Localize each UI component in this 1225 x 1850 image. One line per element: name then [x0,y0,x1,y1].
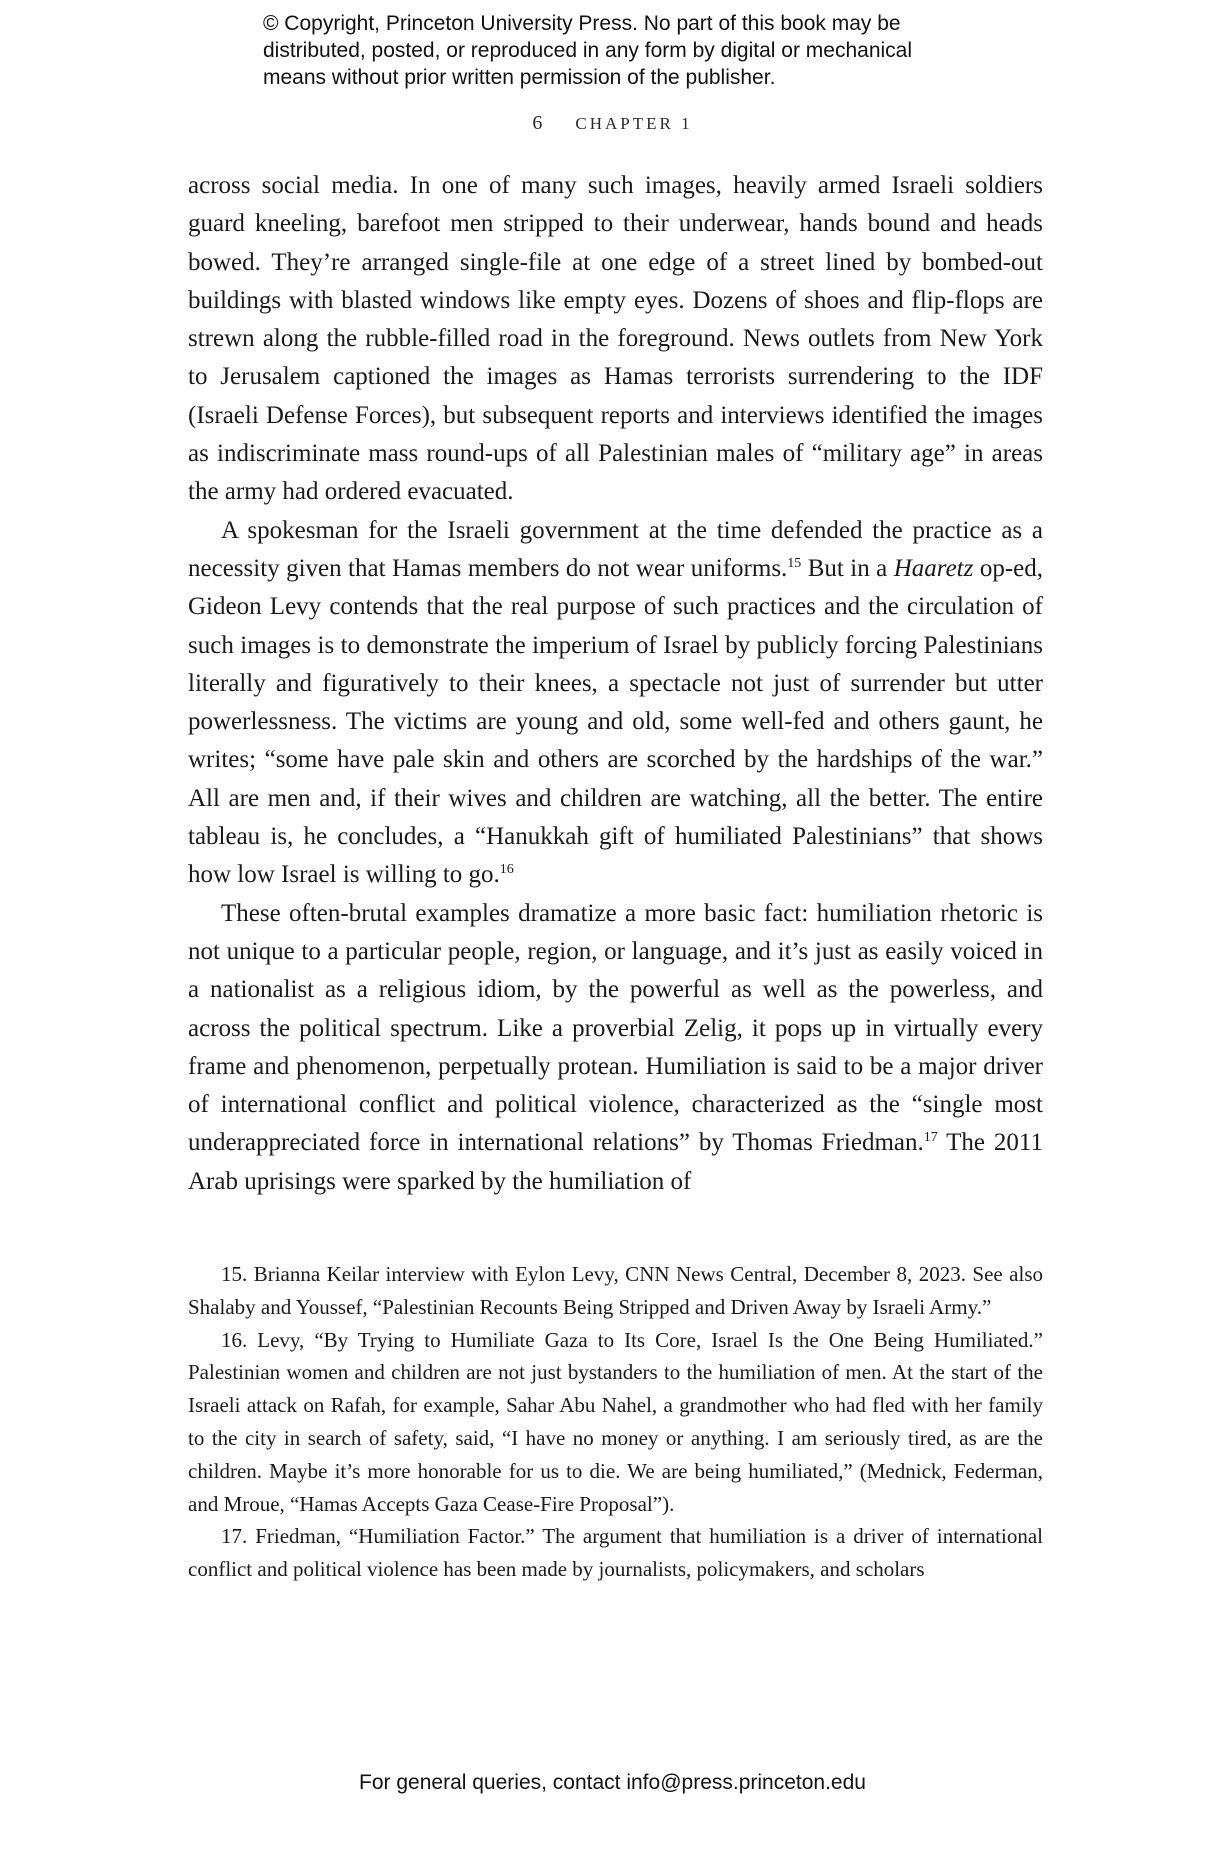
publication-title: Haaretz [893,554,974,582]
paragraph-2 [188,512,1043,895]
copyright-line: means without prior written permission of the publisher. [263,66,776,89]
copyright-notice [263,10,1023,91]
paragraph-2-text-a: A spokesman for the Israeli government at the time defended the practice as a necessity given that Hamas members do not wear uniforms. [188,516,1043,582]
paragraph-2-text-c: op-ed, Gideon Levy contends that the real purpose of such practices and the circulation of such images is to demonstrate the imperium of Israel by publicly forcing Palestinians literally and figuratively to their knees, a spectacle not just of surrender but utter powerlessness. The victims are young and old, some well-fed and others gaunt, he writes; “some have pale skin and others are scorched by the hardships of the war.” All are men and, if their wives and children are watching, all the better. The entire tableau is, he concludes, a “Hanukkah gift of humiliated Palestinians” that shows how low Israel is willing to go. [188,554,1043,889]
footnote-ref-17[interactable]: 17 [923,1130,938,1146]
paragraph-3 [188,895,1043,1201]
page-number: 6 [532,112,543,134]
paragraph-1: across social media. In one of many such images, heavily armed Israeli soldiers guard kneeling, barefoot men stripped to their underwear, hands bound and heads bowed. They’re arranged single-file at one edge of a street lined by bombed-out buildings with blasted windows like empty eyes. Dozens of shoes and flip-flops are strewn along the rubble-filled road in the foreground. News outlets from New York to Jerusalem captioned the images as Hamas terrorists surrendering to the IDF (Israeli Defense Forces), but subsequent reports and interviews identified the images as indiscriminate mass round-ups of all Palestinian males of “military age” in areas the army had ordered evacuated. [188,172,1043,506]
paragraph-3-text-b: The 2011 Arab uprisings were sparked by the humiliation of [188,1129,1043,1195]
footnote-17: 17. Friedman, “Humiliation Factor.” The argument that humiliation is a driver of international conflict and political violence has been made by journalists, policymakers, and scholars [188,1524,1043,1582]
running-head [0,112,1225,135]
paragraph-2-text-b: But in a [801,554,894,582]
body-text [188,167,1043,1201]
footnote-15: 15. Brianna Keilar interview with Eylon Levy, CNN News Central, December 8, 2023. See also Shalaby and Youssef, “Palestinian Recounts Being Stripped and Driven Away by Israeli Army.” [188,1262,1043,1319]
copyright-line: © Copyright, Princeton University Press. No part of this book may be [263,12,901,35]
footnote-ref-15[interactable]: 15 [787,555,802,571]
footnote-16: 16. Levy, “By Trying to Humiliate Gaza to Its Core, Israel Is the One Being Humiliated.” Palestinian women and children are not just bystanders to the humiliation of men. At the start of the Israeli attack on Rafah, for example, Sahar Abu Nahel, a grandmother who had fled with her family to the city in search of safety, said, “I have no money or anything. I am seriously tired, as are the children. Maybe it’s more honorable for us to die. We are being humiliated,” (Mednick, Federman, and Mroue, “Hamas Accepts Gaza Cease-Fire Proposal”). [188,1327,1043,1516]
copyright-line: distributed, posted, or reproduced in any form by digital or mechanical [263,39,913,62]
footer-contact: For general queries, contact info@press.princeton.edu [359,1771,866,1794]
paragraph-3-text-a: These often-brutal examples dramatize a more basic fact: humiliation rhetoric is not unique to a particular people, region, or language, and it’s just as easily voiced in a nationalist as a religious idiom, by the powerful as well as the powerless, and across the political spectrum. Like a proverbial Zelig, it pops up in virtually every frame and phenomenon, perpetually protean. Humiliation is said to be a major driver of international conflict and political violence, characterized as the “single most underappreciated force in international relations” by Thomas Friedman. [188,899,1043,1157]
footnote-ref-16[interactable]: 16 [499,862,514,878]
chapter-label: CHAPTER 1 [575,114,693,133]
footnotes [188,1258,1043,1586]
